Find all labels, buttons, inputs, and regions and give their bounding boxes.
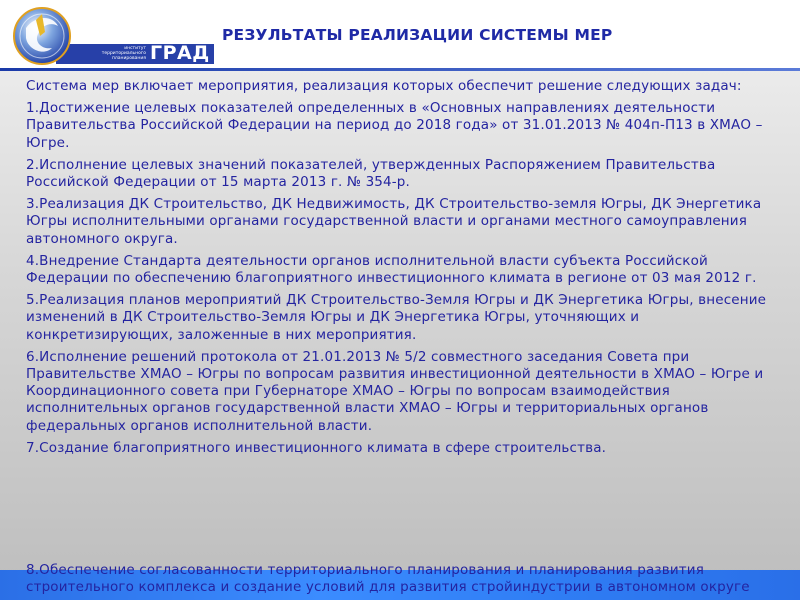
- page-title: РЕЗУЛЬТАТЫ РЕАЛИЗАЦИИ СИСТЕМЫ МЕР: [222, 26, 613, 44]
- last-list-item: [26, 562, 776, 596]
- slide-header: [0, 0, 800, 70]
- content-body: [26, 78, 776, 462]
- logo-caption-line: планирования: [111, 56, 146, 61]
- institute-logo: [6, 4, 208, 64]
- header-divider: [0, 68, 800, 71]
- logo-caption: [76, 46, 146, 61]
- globe-logo-icon: [12, 6, 72, 66]
- intro-paragraph: Система мер включает мероприятия, реализация которых обеспечит решение следующих задач:: [26, 78, 742, 94]
- list-item: 3.Реализация ДК Строительство, ДК Недвижимость, ДК Строительство-земля Югры, ДК Энергетика Югры исполнительными органами государственной власти и органами местного самоуправления автономного округа.: [26, 196, 762, 247]
- logo-name: ГРАД: [150, 42, 210, 64]
- list-item: 1.Достижение целевых показателей определенных в «Основных направлениях деятельности Правительства Российской Федерации на период до 2018 года» от 31.01.2013 № 404п-П13 в ХМАО – Югре.: [26, 100, 763, 151]
- list-item: 4.Внедрение Стандарта деятельности органов исполнительной власти субъекта Российской Федерации по обеспечению благоприятного инвестиционного климата в регионе от 03 мая 2012 г.: [26, 252, 757, 287]
- list-item: 2.Исполнение целевых значений показателей, утвержденных Распоряжением Правительства Российской Федерации от 15 марта 2013 г. № 354-р.: [26, 156, 716, 191]
- list-item: 7.Создание благоприятного инвестиционного климата в сфере строительства.: [26, 439, 607, 456]
- logo-caption-line: институт: [124, 46, 146, 51]
- list-item: 8.Обеспечение согласованности территориального планирования и планирования развития строительного комплекса и создание условий для развития стройиндустрии в автономном округе: [26, 562, 750, 596]
- list-item: 5.Реализация планов мероприятий ДК Строительство-Земля Югры и ДК Энергетика Югры, внесение изменений в ДК Строительство-Земля Югры и ДК Энергетика Югры, уточняющих и конкретизирующих, заложенные в них мероприятия.: [26, 292, 767, 343]
- logo-caption-line: территориального: [101, 51, 146, 56]
- list-item: 6.Исполнение решений протокола от 21.01.2013 № 5/2 совместного заседания Совета при Правительстве ХМАО – Югры по вопросам развития инвестиционной деятельности в ХМАО – Югре и Координационного совета при Губернаторе ХМАО – Югры по вопросам взаимодействия исполнительных органов государственной власти ХМАО – Югры и территориальных органов федеральных органов исполнительной власти.: [26, 348, 764, 434]
